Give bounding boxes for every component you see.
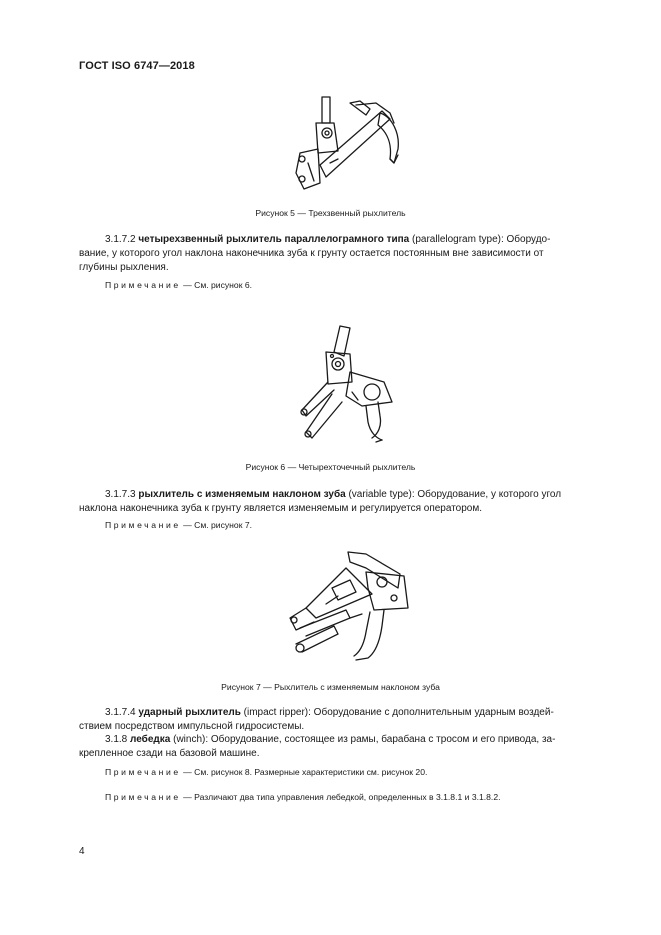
note-label: Примечание (105, 520, 181, 530)
section-number: 3.1.7.3 (105, 489, 136, 500)
term: рыхлитель с изменяемым наклоном зуба (138, 489, 346, 500)
definition-line: глубины рыхления. (79, 262, 169, 274)
term: ударный рыхлитель (138, 707, 241, 718)
section-3-1-7-4 (79, 706, 615, 734)
section-number: 3.1.7.2 (105, 234, 136, 245)
definition-line: (winch): Оборудование, состоящее из рамы, барабана с тросом и его привода, за- (170, 734, 556, 745)
note-4 (105, 792, 500, 802)
definition-line: ствием посредством импульсной гидросистемы. (79, 721, 305, 733)
definition-line: крепленное сзади на базовой машине. (79, 748, 260, 760)
figure-7-caption: Рисунок 7 — Рыхлитель с изменяемым наклоном зуба (221, 682, 440, 692)
note-label: Примечание (105, 792, 181, 802)
figure-7-image (286, 548, 422, 664)
figure-6-caption: Рисунок 6 — Четырехточечный рыхлитель (245, 462, 416, 472)
note-2 (105, 520, 252, 530)
definition-line: (variable type): Оборудование, у которого угол (345, 489, 562, 500)
note-text: — См. рисунок 6. (180, 280, 253, 290)
note-label: Примечание (105, 280, 181, 290)
page-number: 4 (79, 846, 85, 857)
definition-line: наклона наконечника зуба к грунту является изменяемым и регулируется оператором. (79, 503, 483, 515)
note-text: — См. рисунок 7. (180, 520, 253, 530)
definition-line: вание, у которого угол наклона наконечника зуба к грунту остается постоянным вне зависимости от (79, 248, 544, 260)
section-3-1-7-3 (79, 488, 615, 516)
note-label: Примечание (105, 767, 181, 777)
section-3-1-8 (79, 733, 615, 761)
note-text: — Различают два типа управления лебедкой, определенных в 3.1.8.1 и 3.1.8.2. (180, 792, 501, 802)
section-3-1-7-2 (79, 233, 615, 276)
figure-6-image (292, 322, 402, 446)
definition-line: (impact ripper): Оборудование с дополнительным ударным воздей- (240, 707, 554, 718)
term: лебедка (130, 734, 171, 745)
note-1 (105, 280, 252, 290)
note-text: — См. рисунок 8. Размерные характеристики см. рисунок 20. (180, 767, 428, 777)
figure-5-caption: Рисунок 5 — Трехзвенный рыхлитель (255, 208, 406, 218)
section-number: 3.1.8 (105, 734, 128, 745)
figure-5-image (286, 93, 418, 197)
definition-line: (parallelogram type): Оборудо- (409, 234, 551, 245)
section-number: 3.1.7.4 (105, 707, 136, 718)
note-3 (105, 767, 427, 777)
term: четырехзвенный рыхлитель параллелограмного типа (138, 234, 410, 245)
document-header: ГОСТ ISO 6747—2018 (79, 60, 195, 72)
